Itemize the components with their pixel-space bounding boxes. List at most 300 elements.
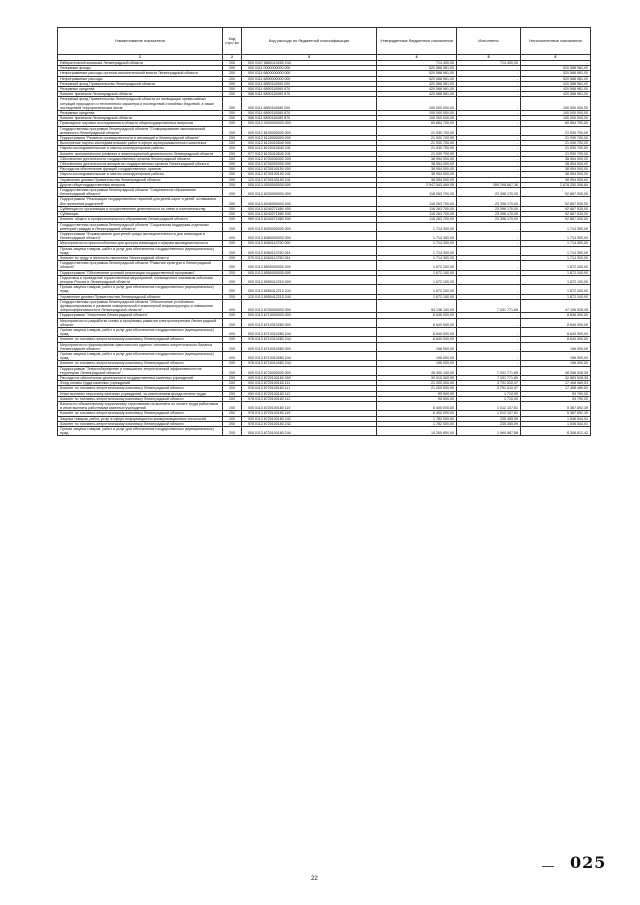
column-number: 4 bbox=[377, 55, 457, 61]
row-line-code: 200 bbox=[223, 270, 242, 275]
row-executed-amount: - bbox=[457, 294, 521, 299]
row-budget-code: 000 0113 6710000000 000 bbox=[242, 313, 377, 318]
row-budget-code: 000 0112 6700000000 000 bbox=[242, 156, 377, 161]
row-executed-amount: 23 396 170,00 bbox=[457, 217, 521, 222]
row-executed-amount: - bbox=[457, 351, 521, 360]
row-remaining-amount: 92 867 530,00 bbox=[521, 217, 591, 222]
row-indicator-name: Подготовка и проведение торжественных мероприятий, посвященных значимым событиям истории России и Ленинградской области bbox=[58, 275, 223, 284]
row-indicator-name: Резервные средства bbox=[58, 87, 223, 92]
row-line-code: 200 bbox=[223, 206, 242, 211]
row-remaining-amount: 520 588 981,00 bbox=[521, 71, 591, 76]
row-indicator-name: Комитет экономического развития и инвестиционной деятельности Ленинградской области bbox=[58, 151, 223, 156]
row-executed-amount: - bbox=[457, 136, 521, 141]
row-line-code: 200 bbox=[223, 126, 242, 135]
budget-execution-table bbox=[57, 27, 591, 436]
row-line-code: 200 bbox=[223, 427, 242, 436]
row-budget-code: 986 0111 6890110080 870 bbox=[242, 116, 377, 121]
row-executed-amount: - bbox=[457, 261, 521, 270]
archive-stamp-number: 025 bbox=[570, 853, 607, 872]
row-line-code: 200 bbox=[223, 151, 242, 156]
row-budget-code: 000 0112 0000000000 000 bbox=[242, 121, 377, 126]
row-approved-amount: 116 263 700,00 bbox=[377, 217, 457, 222]
row-line-code: 200 bbox=[223, 381, 242, 386]
row-line-code: 200 bbox=[223, 111, 242, 116]
row-executed-amount: 23 396 170,00 bbox=[457, 197, 521, 206]
row-executed-amount: - bbox=[457, 97, 521, 111]
row-remaining-amount: 420 588 981,00 bbox=[521, 92, 591, 97]
row-executed-amount: - bbox=[457, 172, 521, 177]
row-remaining-amount: 92 867 530,00 bbox=[521, 212, 591, 217]
row-indicator-name: Комитет общего и профессионального образования Ленинградской области bbox=[58, 217, 223, 222]
row-indicator-name: Государственная программа Ленинградской области "Развитие культуры в Ленинградской области" bbox=[58, 261, 223, 270]
row-remaining-amount: 93 790,00 bbox=[521, 391, 591, 396]
row-approved-amount: 116 263 700,00 bbox=[377, 188, 457, 197]
row-remaining-amount: 1 714 300,00 bbox=[521, 222, 591, 231]
row-remaining-amount: 8 308 812,42 bbox=[521, 427, 591, 436]
row-line-code: 200 bbox=[223, 97, 242, 111]
row-line-code: 200 bbox=[223, 351, 242, 360]
row-line-code: 200 bbox=[223, 188, 242, 197]
row-line-code: 200 bbox=[223, 231, 242, 240]
row-approved-amount: 116 263 700,00 bbox=[377, 212, 457, 217]
row-line-code: 200 bbox=[223, 76, 242, 81]
row-line-code: 200 bbox=[223, 299, 242, 313]
row-budget-code: 120 0112 6730100150 241 bbox=[242, 177, 377, 182]
table-row bbox=[58, 126, 591, 135]
row-budget-code: 000 0113 6720100160 242 bbox=[242, 416, 377, 421]
row-line-code: 200 bbox=[223, 416, 242, 421]
row-line-code: 200 bbox=[223, 318, 242, 327]
row-indicator-name: Комитет по топливно-энергетическому комплексу Ленинградской области bbox=[58, 396, 223, 401]
row-line-code: 200 bbox=[223, 121, 242, 126]
row-indicator-name: Подпрограмма "Энергосбережение и повышение энергетической эффективности на территории Ленинградской области" bbox=[58, 366, 223, 375]
row-approved-amount: 38 954 000,00 bbox=[377, 162, 457, 167]
row-indicator-name: Комитет по топливно-энергетическому комплексу Ленинградской области bbox=[58, 421, 223, 426]
row-budget-code: 000 0111 6800000000 000 bbox=[242, 71, 377, 76]
row-budget-code: 000 0112 6730100150 000 bbox=[242, 167, 377, 172]
row-executed-amount: - bbox=[457, 162, 521, 167]
row-line-code: 200 bbox=[223, 217, 242, 222]
table-row bbox=[58, 366, 591, 375]
row-indicator-name: Мероприятия по разработке схемы и программы развития электроэнергетики Ленинградской области bbox=[58, 318, 223, 327]
row-indicator-name: Управление делами Правительства Ленинградской области bbox=[58, 177, 223, 182]
row-approved-amount: 100 000 000,00 bbox=[377, 111, 457, 116]
row-remaining-amount: 420 588 981,00 bbox=[521, 87, 591, 92]
row-indicator-name: Выполнение научно-исследовательских работ в сфере агропромышленного комплекса bbox=[58, 141, 223, 146]
row-remaining-amount: 92 867 530,00 bbox=[521, 188, 591, 197]
row-executed-amount: - bbox=[457, 156, 521, 161]
row-budget-code: 000 0113 6240271580 530 bbox=[242, 212, 377, 217]
row-indicator-name: Комитет по топливно-энергетическому комплексу Ленинградской области bbox=[58, 361, 223, 366]
row-remaining-amount: 8 640 000,00 bbox=[521, 327, 591, 336]
table-row bbox=[58, 327, 591, 336]
row-remaining-amount: 21 930 700,00 bbox=[521, 146, 591, 151]
row-remaining-amount: 1 672 100,00 bbox=[521, 294, 591, 299]
row-line-code: 200 bbox=[223, 337, 242, 342]
row-budget-code: 000 0113 6360000000 000 bbox=[242, 231, 377, 240]
row-indicator-name: Комитет по топливно-энергетическому комплексу Ленинградской области bbox=[58, 386, 223, 391]
row-indicator-name: Государственная программа Ленинградской области "Стимулирование экономической активности Ленинградской области" bbox=[58, 126, 223, 135]
row-indicator-name: Субвенции bbox=[58, 212, 223, 217]
row-remaining-amount: 1 672 100,00 bbox=[521, 275, 591, 284]
row-indicator-name: Государственная программа Ленинградской области "Современное образование Ленинградской области" bbox=[58, 188, 223, 197]
row-line-code: 200 bbox=[223, 222, 242, 231]
row-approved-amount: 420 588 981,00 bbox=[377, 87, 457, 92]
row-indicator-name: Закупка товаров, работ, услуг в сфере информационно-коммуникационных технологий bbox=[58, 416, 223, 421]
row-indicator-name: Прочая закупка товаров, работ и услуг для обеспечения государственных (муниципальных) нужд bbox=[58, 327, 223, 336]
row-approved-amount: 95 500,00 bbox=[377, 396, 457, 401]
row-indicator-name: Научно-исследовательские и опытно-конструкторские работы bbox=[58, 172, 223, 177]
row-approved-amount: 2 947 543 469,00 bbox=[377, 182, 457, 187]
table-row bbox=[58, 261, 591, 270]
row-approved-amount: 54 138 100,00 bbox=[377, 299, 457, 313]
row-approved-amount: 520 588 981,00 bbox=[377, 71, 457, 76]
row-approved-amount: 100 000 000,00 bbox=[377, 116, 457, 121]
row-budget-code: 000 0113 6200000000 000 bbox=[242, 188, 377, 197]
row-approved-amount: 520 588 981,00 bbox=[377, 66, 457, 71]
row-line-code: 200 bbox=[223, 162, 242, 167]
row-remaining-amount: 38 954 000,00 bbox=[521, 177, 591, 182]
row-executed-amount: - bbox=[457, 275, 521, 284]
separator-line bbox=[542, 866, 554, 867]
row-budget-code: 978 0113 6720100160 119 bbox=[242, 411, 377, 416]
row-budget-code: 000 0112 6120410540 241 bbox=[242, 146, 377, 151]
row-approved-amount: 8 640 000,00 bbox=[377, 318, 457, 327]
row-approved-amount: 196 000,00 bbox=[377, 342, 457, 351]
column-number: 3 bbox=[242, 55, 377, 61]
row-line-code: 200 bbox=[223, 294, 242, 299]
row-line-code: 200 bbox=[223, 285, 242, 294]
row-budget-code: 000 0113 6240000000 000 bbox=[242, 197, 377, 206]
row-approved-amount: 6 400 000,00 bbox=[377, 411, 457, 416]
row-remaining-amount: 60 884 700,00 bbox=[521, 121, 591, 126]
row-approved-amount: 100 000 000,00 bbox=[377, 97, 457, 111]
row-approved-amount: 38 954 000,00 bbox=[377, 177, 457, 182]
row-remaining-amount: 5 387 892,39 bbox=[521, 411, 591, 416]
row-executed-amount: - bbox=[457, 231, 521, 240]
row-remaining-amount: 196 000,00 bbox=[521, 342, 591, 351]
table-header-row bbox=[58, 28, 591, 55]
row-remaining-amount: - bbox=[521, 61, 591, 66]
column-number: 5 bbox=[457, 55, 521, 61]
row-executed-amount: - bbox=[457, 327, 521, 336]
row-approved-amount: 38 954 000,00 bbox=[377, 167, 457, 172]
row-executed-amount: - bbox=[457, 313, 521, 318]
row-approved-amount: 1 672 100,00 bbox=[377, 285, 457, 294]
row-budget-code: 000 0112 6730100150 241 bbox=[242, 172, 377, 177]
row-indicator-name: Расходы на обеспечение деятельности государственных казенных учреждений bbox=[58, 376, 223, 381]
table-row bbox=[58, 188, 591, 197]
row-remaining-amount: 38 954 000,00 bbox=[521, 156, 591, 161]
column-number: 2 bbox=[223, 55, 242, 61]
row-approved-amount: 21 930 700,00 bbox=[377, 146, 457, 151]
row-line-code: 200 bbox=[223, 116, 242, 121]
row-approved-amount: 21 930 700,00 bbox=[377, 151, 457, 156]
row-remaining-amount: 8 640 000,00 bbox=[521, 318, 591, 327]
row-executed-amount: - bbox=[457, 126, 521, 135]
row-remaining-amount: 1 672 100,00 bbox=[521, 261, 591, 270]
row-indicator-name: Государственная программа Ленинградской области "Социальная поддержка отдельных категорий граждан в Ленинградской области" bbox=[58, 222, 223, 231]
row-approved-amount: 39 915 300,00 bbox=[377, 376, 457, 381]
row-executed-amount: - bbox=[457, 337, 521, 342]
row-line-code: 200 bbox=[223, 246, 242, 255]
row-indicator-name: Комитет по топливно-энергетическому комплексу Ленинградской области bbox=[58, 337, 223, 342]
row-remaining-amount: 8 640 000,00 bbox=[521, 337, 591, 342]
row-approved-amount: 1 714 300,00 bbox=[377, 222, 457, 231]
header-line-code: Код стро ки bbox=[223, 28, 242, 55]
row-executed-amount: 7 031 771,65 bbox=[457, 376, 521, 381]
row-approved-amount: 1 782 000,00 bbox=[377, 421, 457, 426]
row-budget-code: 000 0107 6880110050 244 bbox=[242, 61, 377, 66]
row-remaining-amount: 1 672 100,00 bbox=[521, 270, 591, 275]
row-approved-amount: 38 954 000,00 bbox=[377, 156, 457, 161]
row-indicator-name: Прикладные научные исследования в области общегосударственных вопросов bbox=[58, 121, 223, 126]
row-executed-amount: - bbox=[457, 76, 521, 81]
row-line-code: 200 bbox=[223, 87, 242, 92]
row-approved-amount: 1 782 000,00 bbox=[377, 416, 457, 421]
table-row bbox=[58, 402, 591, 411]
row-budget-code: 000 0113 6720100160 119 bbox=[242, 402, 377, 411]
row-indicator-name: Мероприятия по приспособлению для доступа инвалидов к сферам жизнедеятельности bbox=[58, 241, 223, 246]
row-line-code: 200 bbox=[223, 402, 242, 411]
row-approved-amount: 21 200 000,00 bbox=[377, 381, 457, 386]
row-line-code: 200 bbox=[223, 391, 242, 396]
row-line-code: 200 bbox=[223, 376, 242, 381]
row-executed-amount: - bbox=[457, 87, 521, 92]
row-indicator-name: Резервные средства bbox=[58, 111, 223, 116]
row-budget-code: 120 0113 6550412210 244 bbox=[242, 294, 377, 299]
table-row bbox=[58, 342, 591, 351]
row-approved-amount: 520 588 981,00 bbox=[377, 76, 457, 81]
row-indicator-name: Взносы по обязательному социальному страхованию на выплаты по оплате труда работников и иные выплаты работникам казенных учреждений bbox=[58, 402, 223, 411]
row-budget-code: 000 0113 6720100160 000 bbox=[242, 376, 377, 381]
row-budget-code: 978 0113 6720100160 112 bbox=[242, 396, 377, 401]
row-approved-amount: 10 269 800,00 bbox=[377, 427, 457, 436]
row-remaining-amount: 1 714 300,00 bbox=[521, 231, 591, 240]
table-row bbox=[58, 97, 591, 111]
row-approved-amount: 60 884 700,00 bbox=[377, 121, 457, 126]
row-remaining-amount: 38 954 000,00 bbox=[521, 167, 591, 172]
row-executed-amount: - bbox=[457, 81, 521, 86]
row-budget-code: 000 0113 6710310280 244 bbox=[242, 327, 377, 336]
row-indicator-name: Научно-исследовательские и опытно-конструкторские работы bbox=[58, 146, 223, 151]
row-executed-amount: 7 031 771,65 bbox=[457, 299, 521, 313]
table-row bbox=[58, 285, 591, 294]
row-indicator-name: Резервные фонды bbox=[58, 66, 223, 71]
header-budget-code: Код расхода по бюджетной классификации bbox=[242, 28, 377, 55]
row-budget-code: 000 0113 6500000000 000 bbox=[242, 261, 377, 270]
row-budget-code: 978 0113 6710310280 244 bbox=[242, 337, 377, 342]
row-line-code: 200 bbox=[223, 327, 242, 336]
row-budget-code: 000 0113 6300000000 000 bbox=[242, 222, 377, 231]
row-line-code: 200 bbox=[223, 71, 242, 76]
row-budget-code: 000 0111 6890110060 000 bbox=[242, 81, 377, 86]
row-remaining-amount: 21 930 700,00 bbox=[521, 126, 591, 135]
row-indicator-name: Мероприятия по формированию фактического единого топливно-энергетического баланса Ленинградской области bbox=[58, 342, 223, 351]
row-line-code: 200 bbox=[223, 167, 242, 172]
row-line-code: 200 bbox=[223, 182, 242, 187]
row-indicator-name: Государственная программа Ленинградской области "Обеспечение устойчивого функционирования и развития коммунальной и инженерной инфраструктуры и повышение энергоэффективности в Ленинградской области" bbox=[58, 299, 223, 313]
table-row bbox=[58, 246, 591, 255]
row-approved-amount: 196 000,00 bbox=[377, 351, 457, 360]
row-executed-amount: - bbox=[457, 255, 521, 260]
row-executed-amount: 3 791 510,47 bbox=[457, 381, 521, 386]
row-remaining-amount: 38 268 328,35 bbox=[521, 366, 591, 375]
row-line-code: 200 bbox=[223, 411, 242, 416]
row-executed-amount: - bbox=[457, 92, 521, 97]
row-budget-code: 000 0112 6120000000 000 bbox=[242, 136, 377, 141]
row-remaining-amount: 5 387 892,39 bbox=[521, 402, 591, 411]
table-row bbox=[58, 222, 591, 231]
row-budget-code: 000 0112 6120410540 000 bbox=[242, 141, 377, 146]
row-approved-amount: 21 930 700,00 bbox=[377, 141, 457, 146]
row-indicator-name: Фонд оплаты труда казенных учреждений bbox=[58, 381, 223, 386]
row-budget-code: 000 0113 6550412210 000 bbox=[242, 275, 377, 284]
row-remaining-amount: 1 714 300,00 bbox=[521, 246, 591, 255]
row-remaining-amount: 17 408 489,53 bbox=[521, 386, 591, 391]
row-remaining-amount: 196 000,00 bbox=[521, 351, 591, 360]
row-budget-code: 975 0113 6360113750 244 bbox=[242, 255, 377, 260]
row-remaining-amount: 100 000 000,00 bbox=[521, 111, 591, 116]
row-budget-code: 000 0112 6730000000 000 bbox=[242, 162, 377, 167]
row-approved-amount: 1 714 300,00 bbox=[377, 241, 457, 246]
row-remaining-amount: 1 714 300,00 bbox=[521, 241, 591, 246]
row-approved-amount: 116 263 700,00 bbox=[377, 206, 457, 211]
row-budget-code: 978 0113 6720100160 242 bbox=[242, 421, 377, 426]
row-indicator-name: Иные выплаты персоналу казенных учреждений, за исключением фонда оплаты труда bbox=[58, 391, 223, 396]
header-approved: Утвержденные бюджетные назначения bbox=[377, 28, 457, 55]
row-indicator-name: Прочая закупка товаров, работ и услуг для обеспечения государственных (муниципальных) нужд bbox=[58, 246, 223, 255]
row-line-code: 200 bbox=[223, 241, 242, 246]
row-remaining-amount: 38 954 000,00 bbox=[521, 162, 591, 167]
row-executed-amount: 7 031 771,65 bbox=[457, 366, 521, 375]
row-indicator-name: Комитет финансов Ленинградской области bbox=[58, 92, 223, 97]
row-executed-amount: - bbox=[457, 121, 521, 126]
row-budget-code: 000 0111 6890110080 870 bbox=[242, 111, 377, 116]
row-remaining-amount: 93 790,00 bbox=[521, 396, 591, 401]
row-remaining-amount: 1 546 544,01 bbox=[521, 421, 591, 426]
row-indicator-name: Субвенции по организации и осуществлению деятельности по опеке и попечительству bbox=[58, 206, 223, 211]
row-budget-code: 000 0111 6890110060 870 bbox=[242, 87, 377, 92]
row-line-code: 200 bbox=[223, 261, 242, 270]
header-executed: Исполнено bbox=[457, 28, 521, 55]
row-line-code: 200 bbox=[223, 313, 242, 318]
row-line-code: 200 bbox=[223, 66, 242, 71]
row-executed-amount: - bbox=[457, 141, 521, 146]
row-budget-code: 000 0113 6710410080 244 bbox=[242, 351, 377, 360]
row-indicator-name: Подпрограмма "Обеспечение условий реализации государственной программы" bbox=[58, 270, 223, 275]
row-executed-amount: 23 396 170,00 bbox=[457, 212, 521, 217]
row-executed-amount: - bbox=[457, 246, 521, 255]
row-approved-amount: 1 672 100,00 bbox=[377, 294, 457, 299]
row-remaining-amount: 520 588 981,00 bbox=[521, 76, 591, 81]
row-indicator-name: Комитет по труду и занятости населения Ленинградской области bbox=[58, 255, 223, 260]
row-line-code: 200 bbox=[223, 396, 242, 401]
row-line-code: 200 bbox=[223, 197, 242, 206]
row-executed-amount: - bbox=[457, 167, 521, 172]
row-line-code: 200 bbox=[223, 156, 242, 161]
row-executed-amount: - bbox=[457, 151, 521, 156]
row-executed-amount: - bbox=[457, 177, 521, 182]
row-approved-amount: 38 954 000,00 bbox=[377, 172, 457, 177]
row-executed-amount: - bbox=[457, 270, 521, 275]
row-approved-amount: 420 588 981,00 bbox=[377, 92, 457, 97]
row-remaining-amount: 1 672 100,00 bbox=[521, 285, 591, 294]
row-indicator-name: Обеспечение деятельности государственных органов Ленинградской области bbox=[58, 156, 223, 161]
row-line-code: 200 bbox=[223, 361, 242, 366]
row-remaining-amount: 21 930 700,00 bbox=[521, 141, 591, 146]
row-budget-code: 000 0113 6710310280 000 bbox=[242, 318, 377, 327]
row-executed-amount: - bbox=[457, 66, 521, 71]
row-approved-amount: 45 300 100,00 bbox=[377, 366, 457, 375]
row-budget-code: 000 0113 6720000000 000 bbox=[242, 366, 377, 375]
row-line-code: 200 bbox=[223, 342, 242, 351]
row-indicator-name: Прочая закупка товаров, работ и услуг для обеспечения государственных (муниципальных) нужд bbox=[58, 351, 223, 360]
row-approved-amount: 1 672 100,00 bbox=[377, 270, 457, 275]
row-indicator-name: Подпрограмма "Энергетика Ленинградской области" bbox=[58, 313, 223, 318]
row-approved-amount: 1 672 100,00 bbox=[377, 275, 457, 284]
row-budget-code: 986 0111 6890110060 870 bbox=[242, 92, 377, 97]
row-executed-amount: - bbox=[457, 285, 521, 294]
row-line-code: 200 bbox=[223, 141, 242, 146]
column-number: 6 bbox=[521, 55, 591, 61]
row-indicator-name: Резервный фонд Правительства Ленинградской области bbox=[58, 81, 223, 86]
row-approved-amount: 420 588 981,00 bbox=[377, 81, 457, 86]
row-remaining-amount: 21 930 700,00 bbox=[521, 136, 591, 141]
row-indicator-name: Управление делами Правительства Ленинградской области bbox=[58, 294, 223, 299]
row-remaining-amount: 196 000,00 bbox=[521, 361, 591, 366]
row-executed-amount: - bbox=[457, 361, 521, 366]
row-indicator-name: Комитет финансов Ленинградской области bbox=[58, 116, 223, 121]
row-executed-amount: 269 298 667,36 bbox=[457, 182, 521, 187]
table-row bbox=[58, 197, 591, 206]
header-remaining: Неисполненные назначения bbox=[521, 28, 591, 55]
row-budget-code: 000 0111 6890110080 000 bbox=[242, 97, 377, 111]
row-line-code: 200 bbox=[223, 61, 242, 66]
row-executed-amount: 714 400,00 bbox=[457, 61, 521, 66]
row-remaining-amount: 100 000 000,00 bbox=[521, 97, 591, 111]
row-line-code: 200 bbox=[223, 81, 242, 86]
row-budget-code: 000 0113 6700000000 000 bbox=[242, 299, 377, 313]
row-indicator-name: Избирательной комиссии Ленинградской области bbox=[58, 61, 223, 66]
row-line-code: 200 bbox=[223, 386, 242, 391]
row-executed-amount: 3 791 510,47 bbox=[457, 386, 521, 391]
row-budget-code: 000 0113 6710410080 000 bbox=[242, 342, 377, 351]
row-remaining-amount: 420 588 981,00 bbox=[521, 81, 591, 86]
row-executed-amount: 1 012 107,61 bbox=[457, 411, 521, 416]
row-executed-amount: 23 396 170,00 bbox=[457, 188, 521, 197]
row-approved-amount: 116 263 700,00 bbox=[377, 197, 457, 206]
table-row bbox=[58, 427, 591, 436]
row-approved-amount: 21 930 700,00 bbox=[377, 136, 457, 141]
row-indicator-name: Непрограммные расходы bbox=[58, 76, 223, 81]
row-remaining-amount: 1 714 300,00 bbox=[521, 255, 591, 260]
row-approved-amount: 6 400 000,00 bbox=[377, 402, 457, 411]
row-budget-code: 969 0113 6240271580 530 bbox=[242, 217, 377, 222]
row-remaining-amount: 47 106 328,35 bbox=[521, 299, 591, 313]
row-indicator-name: Подпрограмма "Формирование доступной среды жизнедеятельности для инвалидов в Ленинградской области" bbox=[58, 231, 223, 240]
row-approved-amount: 8 636 000,00 bbox=[377, 313, 457, 318]
row-budget-code: 977 0112 6120410540 241 bbox=[242, 151, 377, 156]
column-number: 1 bbox=[58, 55, 223, 61]
page-number: 22 bbox=[311, 876, 318, 882]
row-executed-amount: - bbox=[457, 71, 521, 76]
row-budget-code: 000 0112 6100000000 000 bbox=[242, 126, 377, 135]
row-remaining-amount: 2 678 250 308,84 bbox=[521, 182, 591, 187]
row-executed-amount: - bbox=[457, 342, 521, 351]
row-executed-amount: 1 960 987,58 bbox=[457, 427, 521, 436]
row-line-code: 200 bbox=[223, 366, 242, 375]
